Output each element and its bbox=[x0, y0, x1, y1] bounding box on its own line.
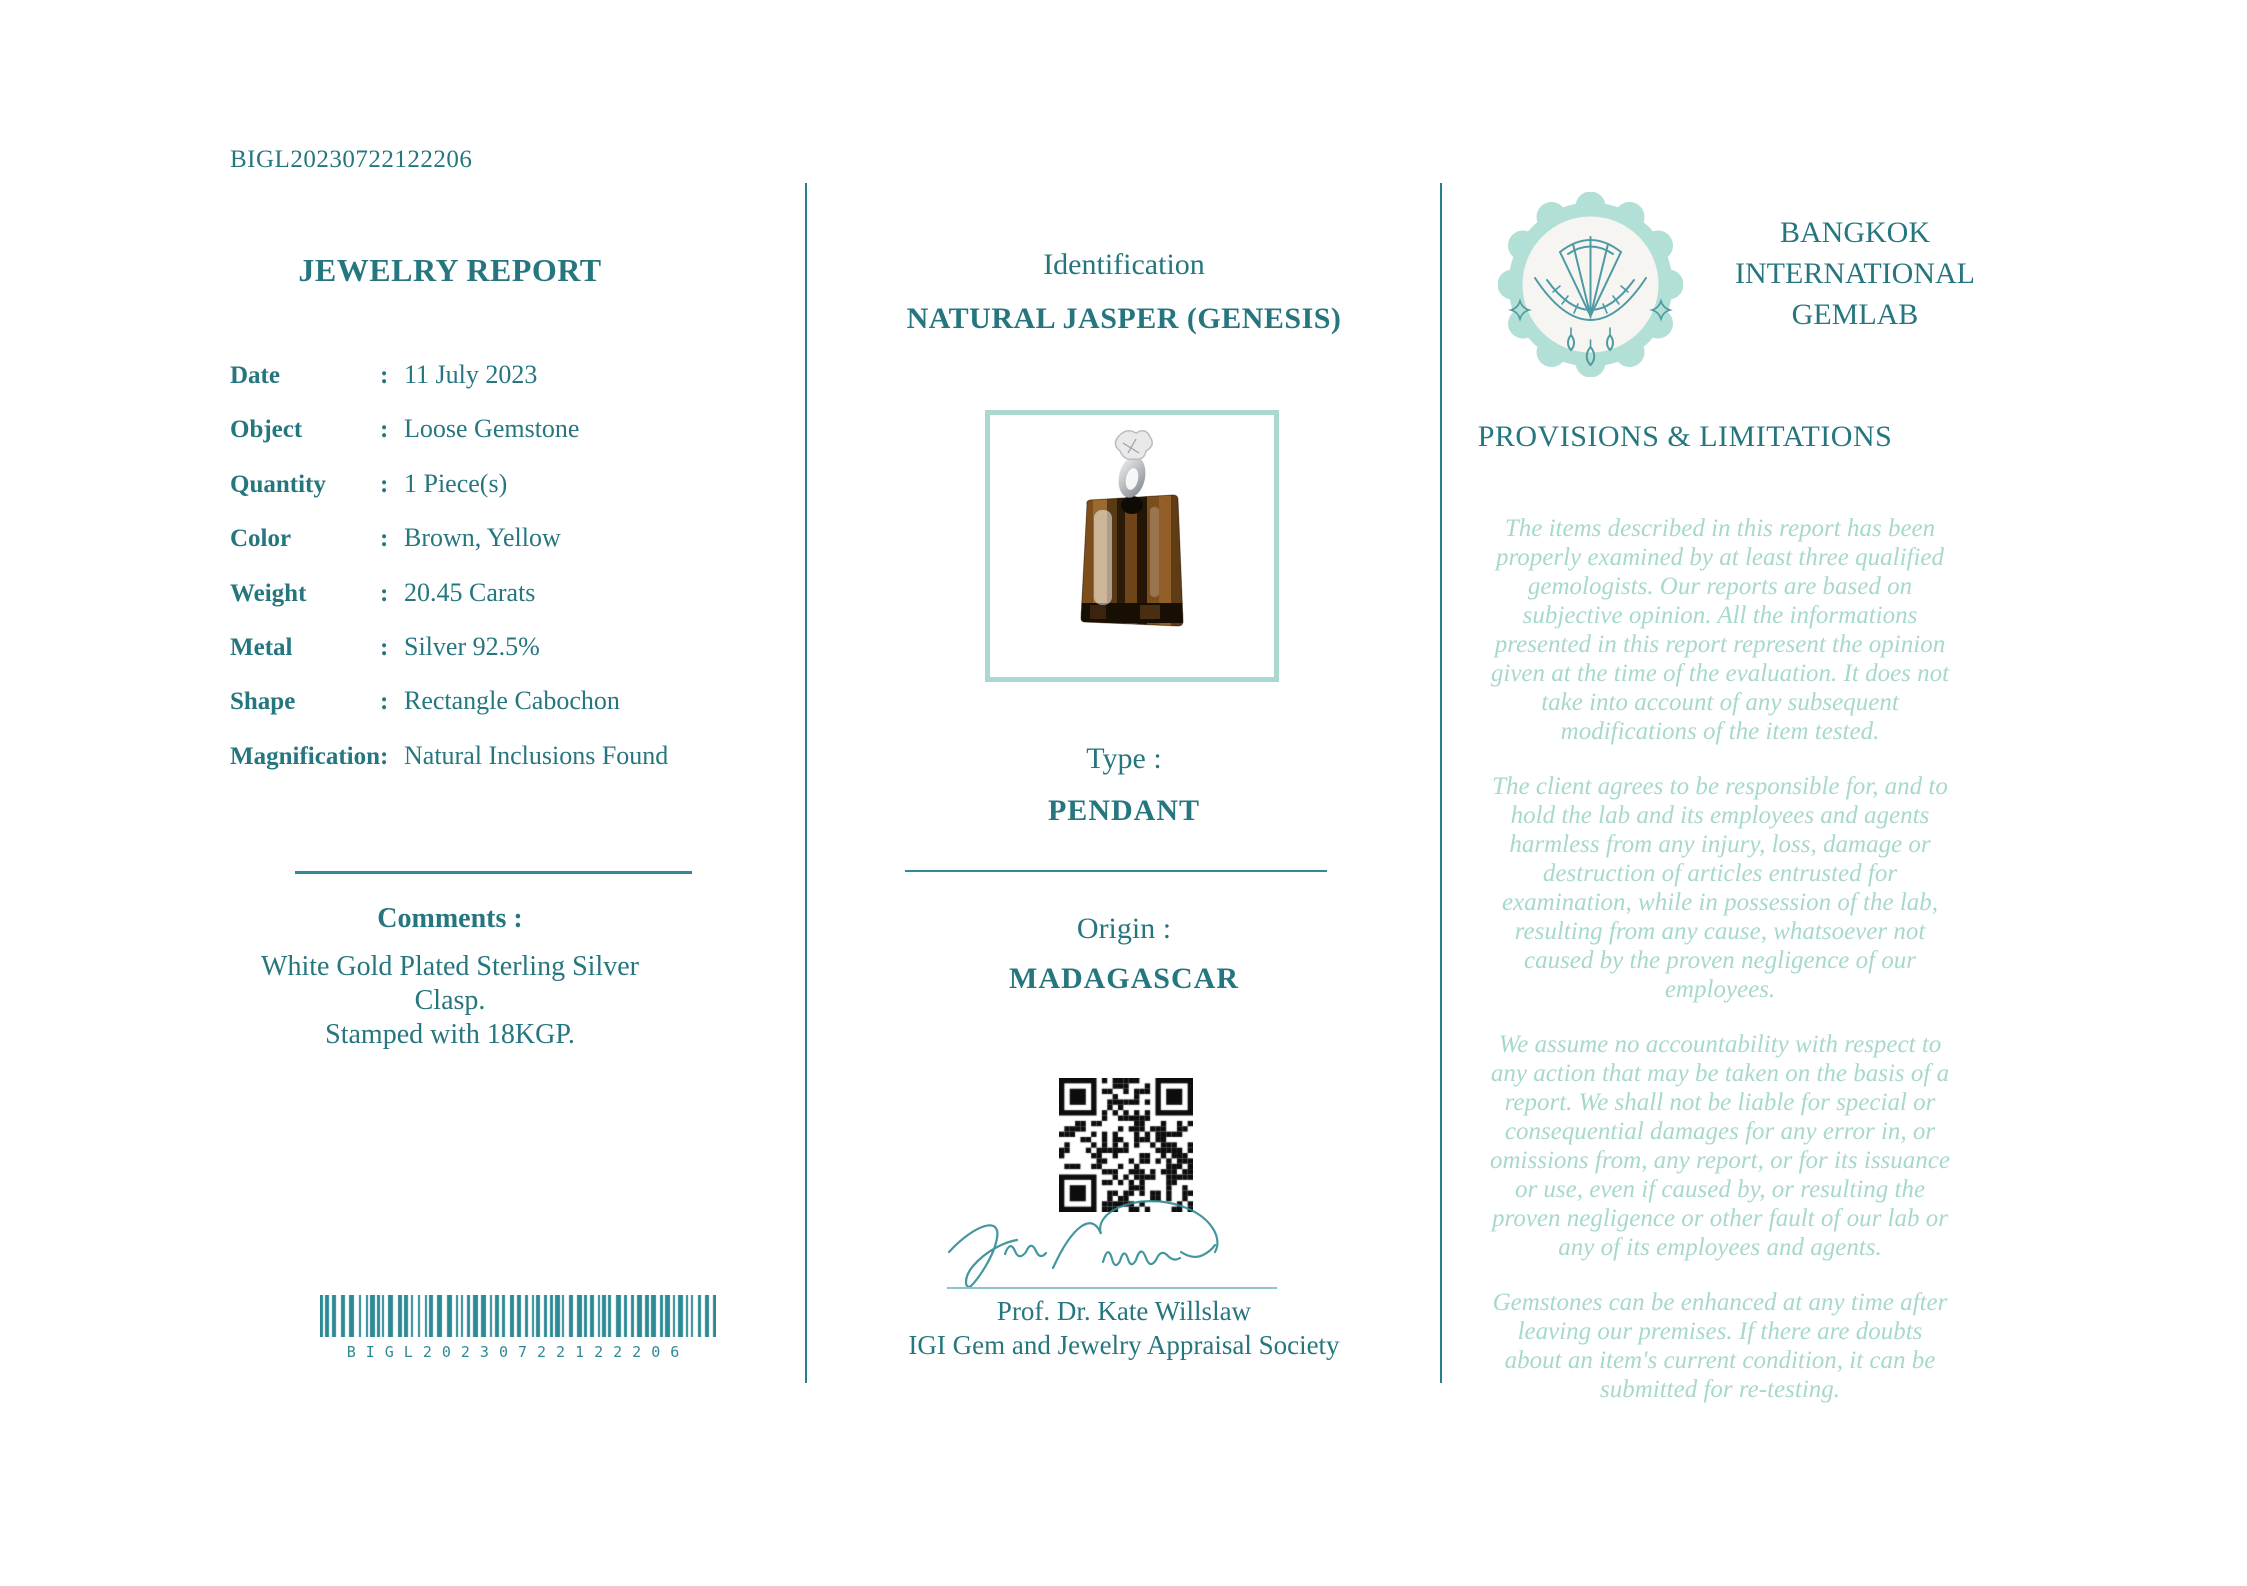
field-colon: : bbox=[380, 525, 389, 553]
field-colon: : bbox=[380, 688, 389, 716]
column-divider-right bbox=[1440, 183, 1442, 1383]
gemlab-logo-icon bbox=[1498, 192, 1683, 377]
report-number: BIGL20230722122206 bbox=[230, 146, 473, 173]
field-colon: : bbox=[380, 470, 389, 498]
field-row-magnification bbox=[230, 741, 710, 795]
field-label: Weight bbox=[230, 579, 307, 607]
provisions-heading: PROVISIONS & LIMITATIONS bbox=[1477, 420, 1893, 453]
lab-name-line: GEMLAB bbox=[1791, 298, 1919, 331]
field-row-color bbox=[230, 523, 710, 577]
identification-result: NATURAL JASPER (GENESIS) bbox=[906, 302, 1342, 335]
field-value: Natural Inclusions Found bbox=[404, 740, 669, 770]
field-value: Silver 92.5% bbox=[404, 631, 540, 661]
field-label: Quantity bbox=[230, 470, 326, 498]
field-colon: : bbox=[380, 742, 389, 770]
column-divider-left bbox=[805, 183, 807, 1383]
origin-heading: Origin : bbox=[1076, 912, 1172, 945]
item-photo bbox=[985, 410, 1279, 682]
field-colon: : bbox=[380, 579, 389, 607]
field-row-metal bbox=[230, 632, 710, 686]
provision-paragraph: We assume no accountability with respect to any action that may be taken on the basis of a report. We shall not be liable for special or consequential damages for any error in, or omissions from, any report, or for its issuance or use, even if caused by, or resulting the proven negligence or other fault of our lab or any of its employees and agents. bbox=[1490, 1031, 1950, 1261]
type-value: PENDANT bbox=[1047, 794, 1200, 827]
report-title: JEWELRY REPORT bbox=[298, 252, 602, 288]
field-label: Color bbox=[230, 525, 292, 553]
field-row-weight bbox=[230, 578, 710, 632]
field-value: Loose Gemstone bbox=[404, 414, 580, 444]
provision-paragraph: The client agrees to be responsible for, and to hold the lab and its employees and agents harmless from any injury, loss, damage or destruction of articles entrusted for examination, while in possession of the lab, resulting from any cause, whatsoever not caused by the proven negligence of our employees. bbox=[1492, 773, 1948, 1003]
comment-line: Stamped with 18KGP. bbox=[325, 1019, 575, 1050]
report-fields-table bbox=[230, 360, 710, 795]
barcode-bars bbox=[320, 1295, 716, 1337]
field-value: 1 Piece(s) bbox=[404, 468, 508, 498]
field-value: Rectangle Cabochon bbox=[404, 686, 620, 716]
comments-heading: Comments : bbox=[377, 903, 523, 934]
signer-name: Prof. Dr. Kate Willslaw bbox=[996, 1296, 1252, 1326]
field-label: Object bbox=[230, 416, 303, 444]
signature-line bbox=[947, 1287, 1277, 1289]
field-label: Metal bbox=[230, 633, 293, 661]
provisions-text bbox=[1487, 514, 1953, 1430]
type-heading: Type : bbox=[1086, 742, 1162, 775]
field-label: Shape bbox=[230, 688, 296, 716]
lab-name-line: BANGKOK bbox=[1780, 216, 1930, 249]
origin-value: MADAGASCAR bbox=[1009, 962, 1239, 995]
field-value: 11 July 2023 bbox=[404, 360, 538, 389]
field-colon: : bbox=[380, 362, 389, 389]
barcode bbox=[320, 1295, 716, 1361]
provision-paragraph: Gemstones can be enhanced at any time after leaving our premises. If there are doubts about an item's current condition, it can be submitted for re-testing. bbox=[1492, 1289, 1948, 1403]
lab-name bbox=[1688, 212, 2022, 335]
comments-text bbox=[235, 950, 665, 1052]
field-value: Brown, Yellow bbox=[404, 523, 561, 553]
lab-name-line: INTERNATIONAL bbox=[1735, 257, 1975, 290]
pendant-illustration bbox=[990, 415, 1274, 677]
barcode-text: BIGL20230722122206 bbox=[346, 1343, 690, 1361]
middle-section-divider bbox=[905, 870, 1327, 872]
left-section-divider bbox=[295, 871, 692, 874]
identification-heading: Identification bbox=[1043, 248, 1205, 281]
provision-paragraph: The items described in this report has been properly examined by at least three qualified gemologists. Our reports are based on subjective opinion. All the informations presented in this report represent the opinion given at the time of the evaluation. It does not take into account of any subsequent modifications of the item tested. bbox=[1490, 515, 1950, 745]
signature-graphic bbox=[935, 1190, 1295, 1290]
comment-line: White Gold Plated Sterling Silver Clasp. bbox=[261, 951, 639, 1016]
field-row-shape bbox=[230, 686, 710, 740]
field-value: 20.45 Carats bbox=[404, 577, 536, 607]
field-colon: : bbox=[380, 416, 389, 444]
field-label: Magnification bbox=[230, 742, 380, 770]
signer-organization: IGI Gem and Jewelry Appraisal Society bbox=[908, 1330, 1340, 1360]
field-row-quantity bbox=[230, 469, 710, 523]
field-colon: : bbox=[380, 633, 389, 661]
field-label: Date bbox=[230, 362, 280, 389]
field-row-date bbox=[230, 360, 710, 414]
field-row-object bbox=[230, 414, 710, 468]
